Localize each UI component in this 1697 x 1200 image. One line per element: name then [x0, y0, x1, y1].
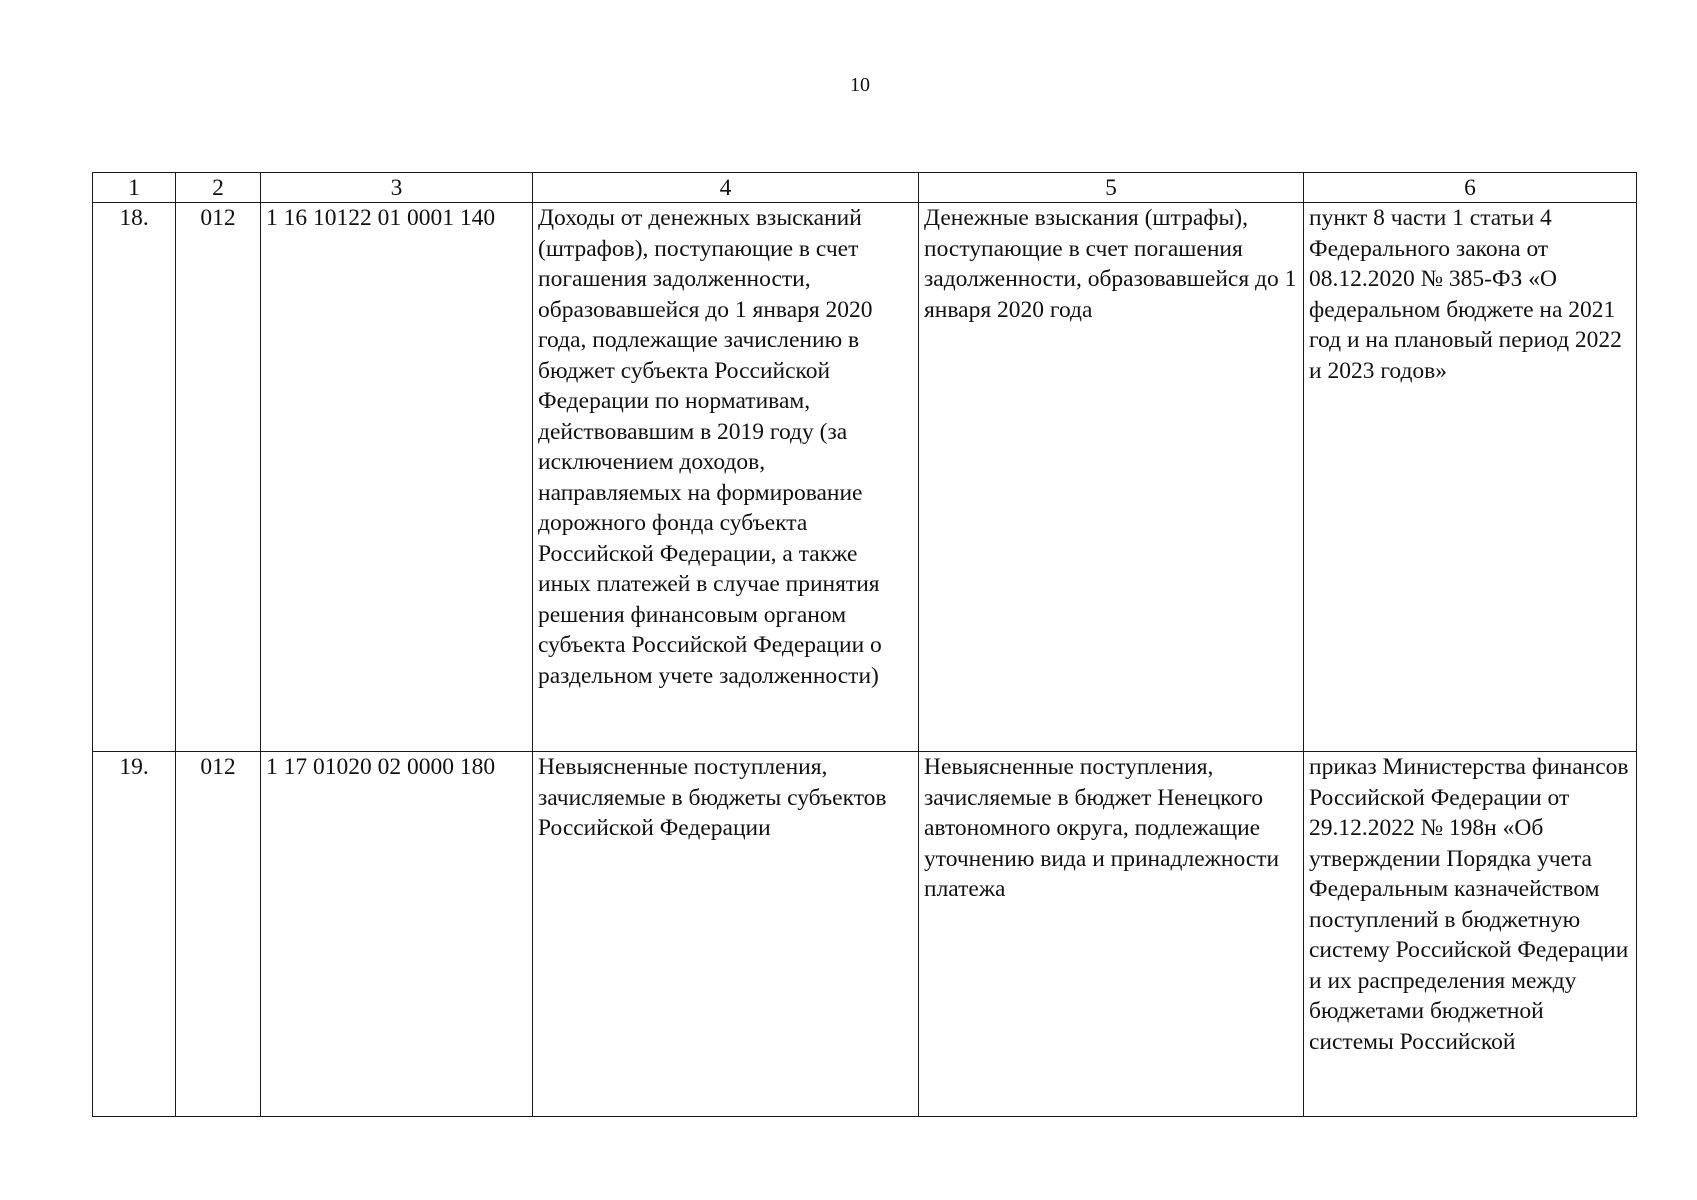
column-header-4: 4: [533, 173, 919, 203]
column-header-2: 2: [176, 173, 261, 203]
income-name: Доходы от денежных взысканий (штрафов), поступающие в счет погашения задолженности, образовавшейся до 1 января 2020 года, подлежащие зачислению в бюджет субъекта Российской Федерации по нормативам, действовавшим в 2019 году (за исключением доходов, направляемых на формирование дорожного фонда субъекта Российской Федерации, а также иных платежей в случае принятия решения финансовым органом субъекта Российской Федерации о раздельном учете задолженности): [533, 203, 919, 752]
legal-basis: пункт 8 части 1 статьи 4 Федерального закона от 08.12.2020 № 385-ФЗ «О федеральном бюджете на 2021 год и на плановый период 2022 и 2023 годов»: [1304, 203, 1637, 752]
income-description: Невыясненные поступления, зачисляемые в бюджет Ненецкого автономного округа, подлежащие уточнению вида и принадлежности платежа: [919, 752, 1304, 1117]
income-code: 1 17 01020 02 0000 180: [261, 752, 533, 1117]
table-row: [93, 203, 1637, 752]
row-number: 18.: [93, 203, 176, 752]
column-header-1: 1: [93, 173, 176, 203]
chapter-code: 012: [176, 752, 261, 1117]
income-name: Невыясненные поступления, зачисляемые в бюджеты субъектов Российской Федерации: [533, 752, 919, 1117]
legal-basis: приказ Министерства финансов Российской Федерации от 29.12.2022 № 198н «Об утверждении Порядка учета Федеральным казначейством поступлений в бюджетную систему Российской Федерации и их распределения между бюджетами бюджетной системы Российской: [1304, 752, 1637, 1117]
column-header-5: 5: [919, 173, 1304, 203]
income-codes-table: [92, 172, 1637, 1117]
page-number: 10: [850, 74, 870, 96]
column-header-3: 3: [261, 173, 533, 203]
chapter-code: 012: [176, 203, 261, 752]
income-description: Денежные взыскания (штрафы), поступающие в счет погашения задолженности, образовавшейся до 1 января 2020 года: [919, 203, 1304, 752]
table-row: [93, 752, 1637, 1117]
row-number: 19.: [93, 752, 176, 1117]
income-code: 1 16 10122 01 0001 140: [261, 203, 533, 752]
table-header-row: [93, 173, 1637, 203]
column-header-6: 6: [1304, 173, 1637, 203]
